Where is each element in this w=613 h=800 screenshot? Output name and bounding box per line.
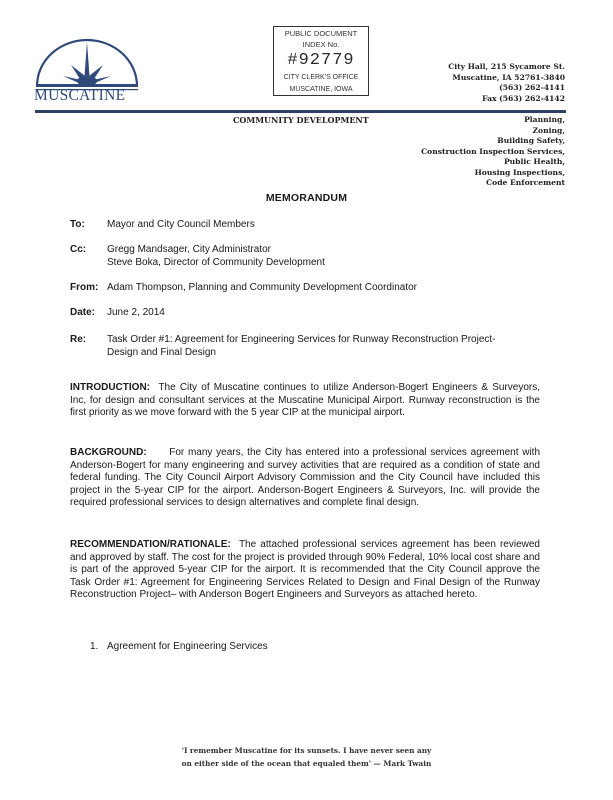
introduction-section xyxy=(70,382,540,420)
public-document-stamp xyxy=(273,26,369,96)
stamp-line-1: PUBLIC DOCUMENT xyxy=(284,29,358,38)
department-name: COMMUNITY DEVELOPMENT xyxy=(233,115,369,125)
stamp-line-4: MUSCATINE, IOWA xyxy=(289,85,353,93)
service-item: Zoning, xyxy=(532,125,565,135)
recommendation-text: The attached professional services agreement has been reviewed and approved by staff. The cost for the project is provided through 90% Federal, 10% local cost share and is part of the approved 5-year CIP for the airport. It is recommended that the City Council approve the Task Order #1: Agreement for Engineering Services Related to Design and Final Design of the Runway Reconstruction Project– with Anderson Bogert Engineers and Surveyors as attached hereto. xyxy=(70,539,540,601)
to-label: To: xyxy=(70,219,85,230)
letterhead-divider xyxy=(35,110,566,113)
from-value: Adam Thompson, Planning and Community Development Coordinator xyxy=(107,282,417,293)
fax-number: Fax (563) 262-4142 xyxy=(482,93,565,103)
cc-value xyxy=(107,243,567,269)
service-item: Building Safety, xyxy=(497,136,565,145)
background-section xyxy=(70,447,540,510)
background-text: For many years, the City has entered into a professional services agreement with Anderson-Bogert for many engineering and survey activities that are required as a condition of state and federal funding. The City Council Airport Advisory Commission and the City Council have included this project in the 5-year CIP for the airport. Anderson-Bogert Engineers & Surveyors, Inc. will provide the required professional services to design alternatives and complete final design. xyxy=(70,447,541,509)
quote-line: on either side of the ocean that equaled them' — Mark Twain xyxy=(181,758,432,768)
subject-line: Design and Final Design xyxy=(107,347,216,358)
introduction-heading: INTRODUCTION: xyxy=(70,382,150,393)
re-label: Re: xyxy=(70,334,87,345)
logo-wordmark: MUSCATINE xyxy=(34,87,126,104)
footer-quote xyxy=(0,745,613,770)
cc-recipient: Gregg Mandsager, City Administrator xyxy=(107,244,271,255)
subject-line: Task Order #1: Agreement for Engineering Services for Runway Reconstruction Project- xyxy=(107,334,496,345)
service-item: Construction Inspection Services, xyxy=(421,146,565,156)
service-item: Housing Inspections, xyxy=(474,167,565,177)
cc-label: Cc: xyxy=(70,244,87,255)
to-value: Mayor and City Council Members xyxy=(107,219,255,230)
recommendation-section xyxy=(70,539,540,602)
stamp-line-3: CITY CLERK'S OFFICE xyxy=(283,74,359,81)
re-value xyxy=(107,333,567,359)
quote-line: 'I remember Muscatine for its sunsets. I have never seen any xyxy=(181,746,432,755)
service-item: Code Enforcement xyxy=(486,178,565,187)
stamp-line-2: INDEX No. xyxy=(302,40,340,49)
address-line: Muscatine, IA 52761-3840 xyxy=(452,72,565,82)
date-value: June 2, 2014 xyxy=(107,307,165,318)
introduction-text: The City of Muscatine continues to utilize Anderson-Bogert Engineers & Surveyors, Inc, for design and consultant services at the Muscatine Municipal Airport. Runway reconstruction is the first priority as we move forward with the 5 year CIP at the municipal airport. xyxy=(70,382,540,419)
from-label: From: xyxy=(70,282,99,293)
service-item: Planning, xyxy=(524,115,565,124)
address-line: City Hall, 215 Sycamore St. xyxy=(448,62,565,71)
date-label: Date: xyxy=(70,307,96,318)
phone-number: (563) 262-4141 xyxy=(499,83,565,92)
background-heading: BACKGROUND: xyxy=(70,447,147,458)
recommendation-heading: RECOMMENDATION/RATIONALE: xyxy=(70,539,231,550)
stamp-index-number: #92779 xyxy=(287,51,355,70)
cc-recipient: Steve Boka, Director of Community Development xyxy=(107,257,325,268)
department-services xyxy=(421,115,565,189)
attachment-label: Agreement for Engineering Services xyxy=(107,641,268,652)
attachment-list-item xyxy=(90,641,268,652)
city-hall-address xyxy=(448,62,565,104)
memo-title: MEMORANDUM xyxy=(265,192,348,204)
attachment-number: 1. xyxy=(90,641,99,652)
service-item: Public Health, xyxy=(503,157,565,166)
